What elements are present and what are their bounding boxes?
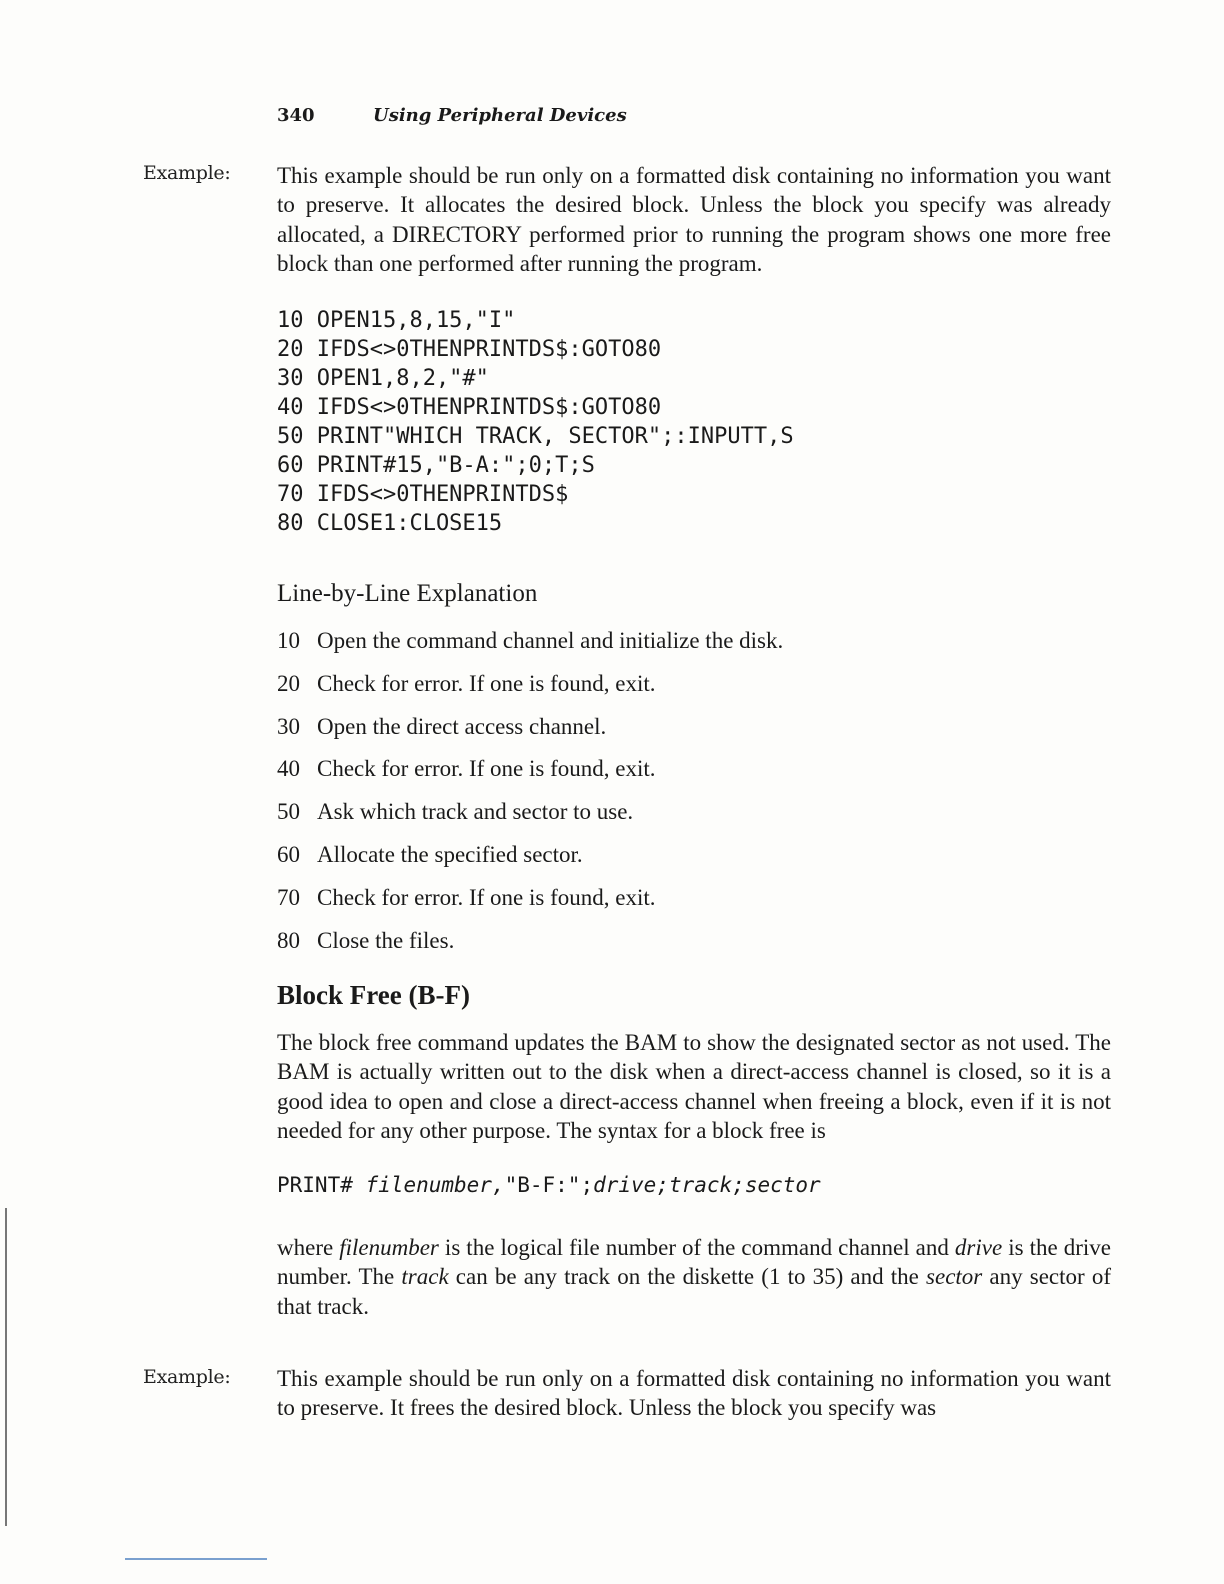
page-number: 340 [277, 105, 315, 126]
code-line: 60 PRINT#15,"B-A:";0;T;S [277, 453, 595, 478]
term-filenumber: filenumber [339, 1235, 439, 1260]
syntax-line [277, 1173, 821, 1197]
line-number: 10 [277, 628, 300, 653]
where-paragraph [277, 1233, 1111, 1321]
section-heading-block-free: Block Free (B-F) [277, 980, 470, 1010]
code-listing [277, 306, 794, 538]
line-description: Ask which track and sector to use. [317, 799, 634, 825]
line-number: 20 [277, 670, 300, 696]
syntax-command: PRINT# [277, 1173, 353, 1197]
line-number: 50 [277, 799, 300, 825]
syntax-filenumber: filenumber, [365, 1173, 505, 1197]
syntax-literal: "B-F:"; [504, 1173, 594, 1197]
term-track: track [401, 1264, 449, 1290]
explanation-row [277, 669, 783, 712]
where-text: where [277, 1235, 340, 1260]
running-title: Using Peripheral Devices [373, 105, 627, 126]
code-line: 20 IFDS<>0THENPRINTDS$:GOTO80 [277, 337, 662, 362]
line-description: Open the direct access channel. [317, 713, 607, 739]
explanation-row [277, 712, 783, 755]
explanation-row [277, 926, 783, 969]
explanation-row [277, 840, 783, 883]
line-description: Check for error. If one is found, exit. [317, 756, 656, 782]
example-label-1: Example: [143, 162, 231, 184]
code-line: 30 OPEN1,8,2,"#" [277, 366, 489, 391]
line-number: 60 [277, 841, 300, 867]
line-number: 80 [277, 927, 300, 953]
line-number: 70 [277, 884, 300, 910]
explanation-row [277, 797, 783, 840]
example-2-text: This example should be run only on a formatted disk containing no information you want to preserve. It frees the desired block. Unless the block you specify was [277, 1366, 1111, 1421]
example-1-text: This example should be run only on a formatted disk containing no information you want to preserve. It allocates the desired block. Unless the block you specify was already allocated, a DIRECTORY performed prior to running the program shows one more free block than one performed after running the program. [277, 163, 1111, 276]
explanation-heading: Line-by-Line Explanation [277, 580, 538, 607]
line-description: Close the files. [317, 927, 455, 953]
example-label-2: Example: [143, 1366, 231, 1388]
explanation-row [277, 754, 783, 797]
term-drive: drive [954, 1235, 1003, 1260]
footnote-rule [125, 1558, 267, 1560]
page-header [277, 105, 627, 126]
block-free-paragraph: The block free command updates the BAM to show the designated sector as not used. The BAM is actually written out to the disk when a direct-access channel is closed, so it is a good idea to open and close a direct-access channel when freeing a block, even if it is not needed for any other purpose. The syntax for a block free is [277, 1030, 1111, 1143]
code-line: 70 IFDS<>0THENPRINTDS$ [277, 482, 569, 507]
syntax-params: drive;track;sector [593, 1173, 821, 1197]
code-line: 50 PRINT"WHICH TRACK, SECTOR";:INPUTT,S [277, 424, 794, 449]
code-line: 40 IFDS<>0THENPRINTDS$:GOTO80 [277, 395, 662, 420]
where-text: is the logical file number of the command channel and [438, 1235, 955, 1260]
line-number: 30 [277, 713, 300, 739]
line-number: 40 [277, 756, 300, 782]
code-line: 80 CLOSE1:CLOSE15 [277, 511, 503, 536]
where-text: any sector of that track. [277, 1264, 1111, 1319]
line-description: Check for error. If one is found, exit. [317, 884, 656, 910]
where-text: is the drive number. The [277, 1235, 1111, 1290]
code-line: 10 OPEN15,8,15,"I" [277, 308, 516, 333]
line-description: Check for error. If one is found, exit. [317, 670, 656, 696]
line-description: Allocate the specified sector. [317, 841, 583, 867]
scan-margin-line [5, 1208, 7, 1526]
term-sector: sector [926, 1264, 983, 1290]
explanation-list [277, 626, 783, 968]
explanation-row [277, 883, 783, 926]
line-description: Open the command channel and initialize the disk. [317, 628, 784, 653]
explanation-row [277, 626, 783, 669]
where-text: can be any track on the diskette (1 to 35) and the [448, 1264, 927, 1290]
